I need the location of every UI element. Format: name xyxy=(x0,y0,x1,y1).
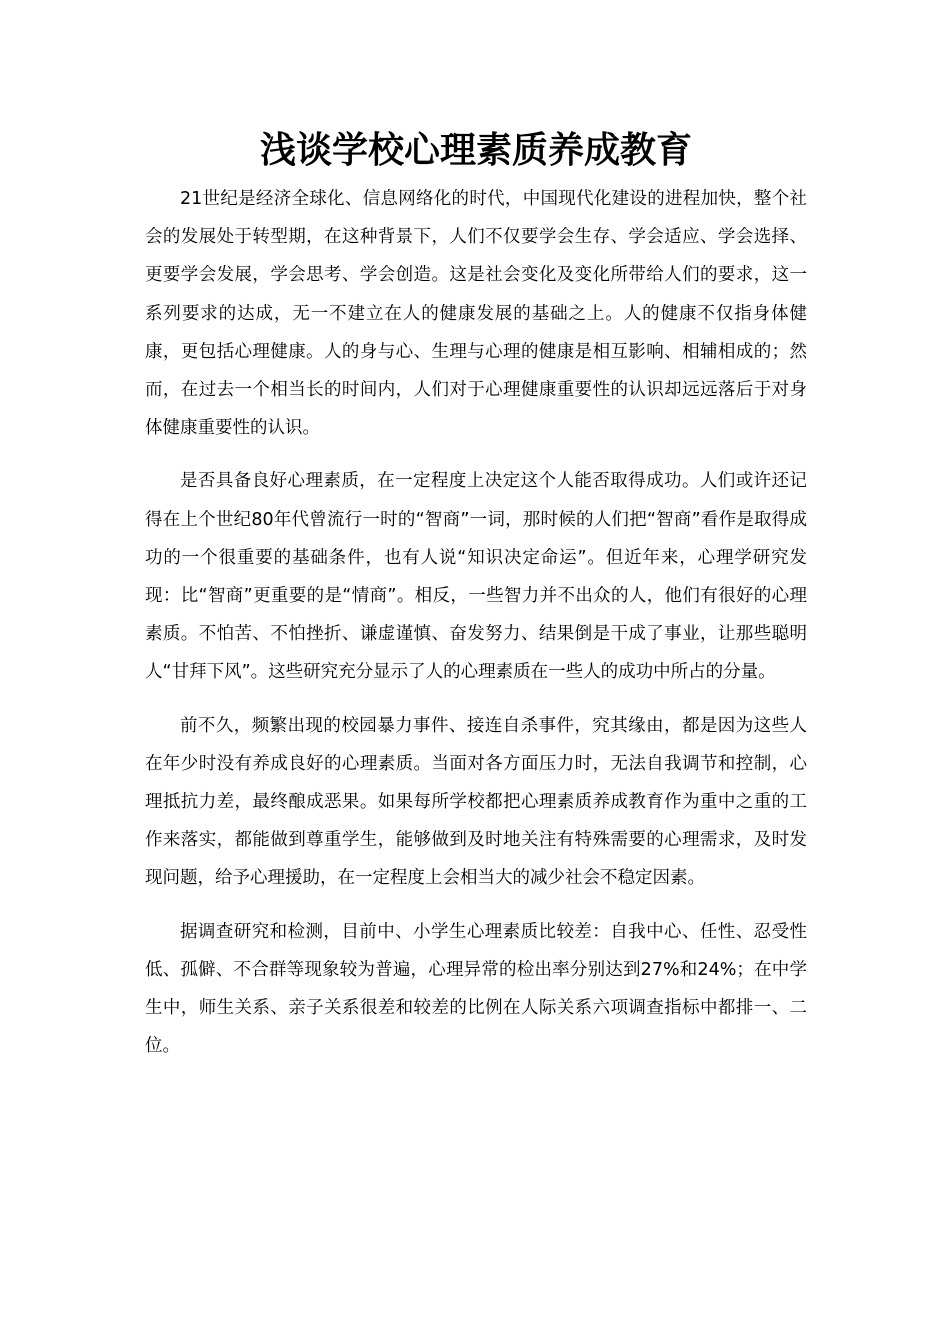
paragraph-2: 是否具备良好心理素质，在一定程度上决定这个人能否取得成功。人们或许还记得在上个世纪80年代曾流行一时的“智商”一词，那时候的人们把“智商”看作是取得成功的一个很重要的基础条件，也有人说“知识决定命运”。但近年来，心理学研究发现：比“智商”更重要的是“情商”。相反，一些智力并不出众的人，他们有很好的心理素质。不怕苦、不怕挫折、谦虚谨慎、奋发努力、结果倒是干成了事业，让那些聪明人“甘拜下风”。这些研究充分显示了人的心理素质在一些人的成功中所占的分量。 xyxy=(145,471,807,683)
document-body xyxy=(145,180,807,1080)
document-title: 浅谈学校心理素质养成教育 xyxy=(259,129,692,171)
paragraph-1: 21世纪是经济全球化、信息网络化的时代，中国现代化建设的进程加快，整个社会的发展处于转型期，在这种背景下，人们不仅要学会生存、学会适应、学会选择、更要学会发展，学会思考、学会创造。这是社会变化及变化所带给人们的要求，这一系列要求的达成，无一不建立在人的健康发展的基础之上。人的健康不仅指身体健康，更包括心理健康。人的身与心、生理与心理的健康是相互影响、相辅相成的；然而，在过去一个相当长的时间内，人们对于心理健康重要性的认识却远远落后于对身体健康重要性的认识。 xyxy=(145,189,807,439)
paragraph-3: 前不久，频繁出现的校园暴力事件、接连自杀事件，究其缘由，都是因为这些人在年少时没有养成良好的心理素质。当面对各方面压力时，无法自我调节和控制，心理抵抗力差，最终酿成恶果。如果每所学校都把心理素质养成教育作为重中之重的工作来落实，都能做到尊重学生，能够做到及时地关注有特殊需要的心理需求，及时发现问题，给予心理援助，在一定程度上会相当大的减少社会不稳定因素。 xyxy=(145,715,807,889)
paragraph-4: 据调查研究和检测，目前中、小学生心理素质比较差：自我中心、任性、忍受性低、孤僻、不合群等现象较为普遍，心理异常的检出率分别达到27%和24%；在中学生中，师生关系、亲子关系很差和较差的比例在人际关系六项调查指标中都排一、二位。 xyxy=(145,921,807,1057)
